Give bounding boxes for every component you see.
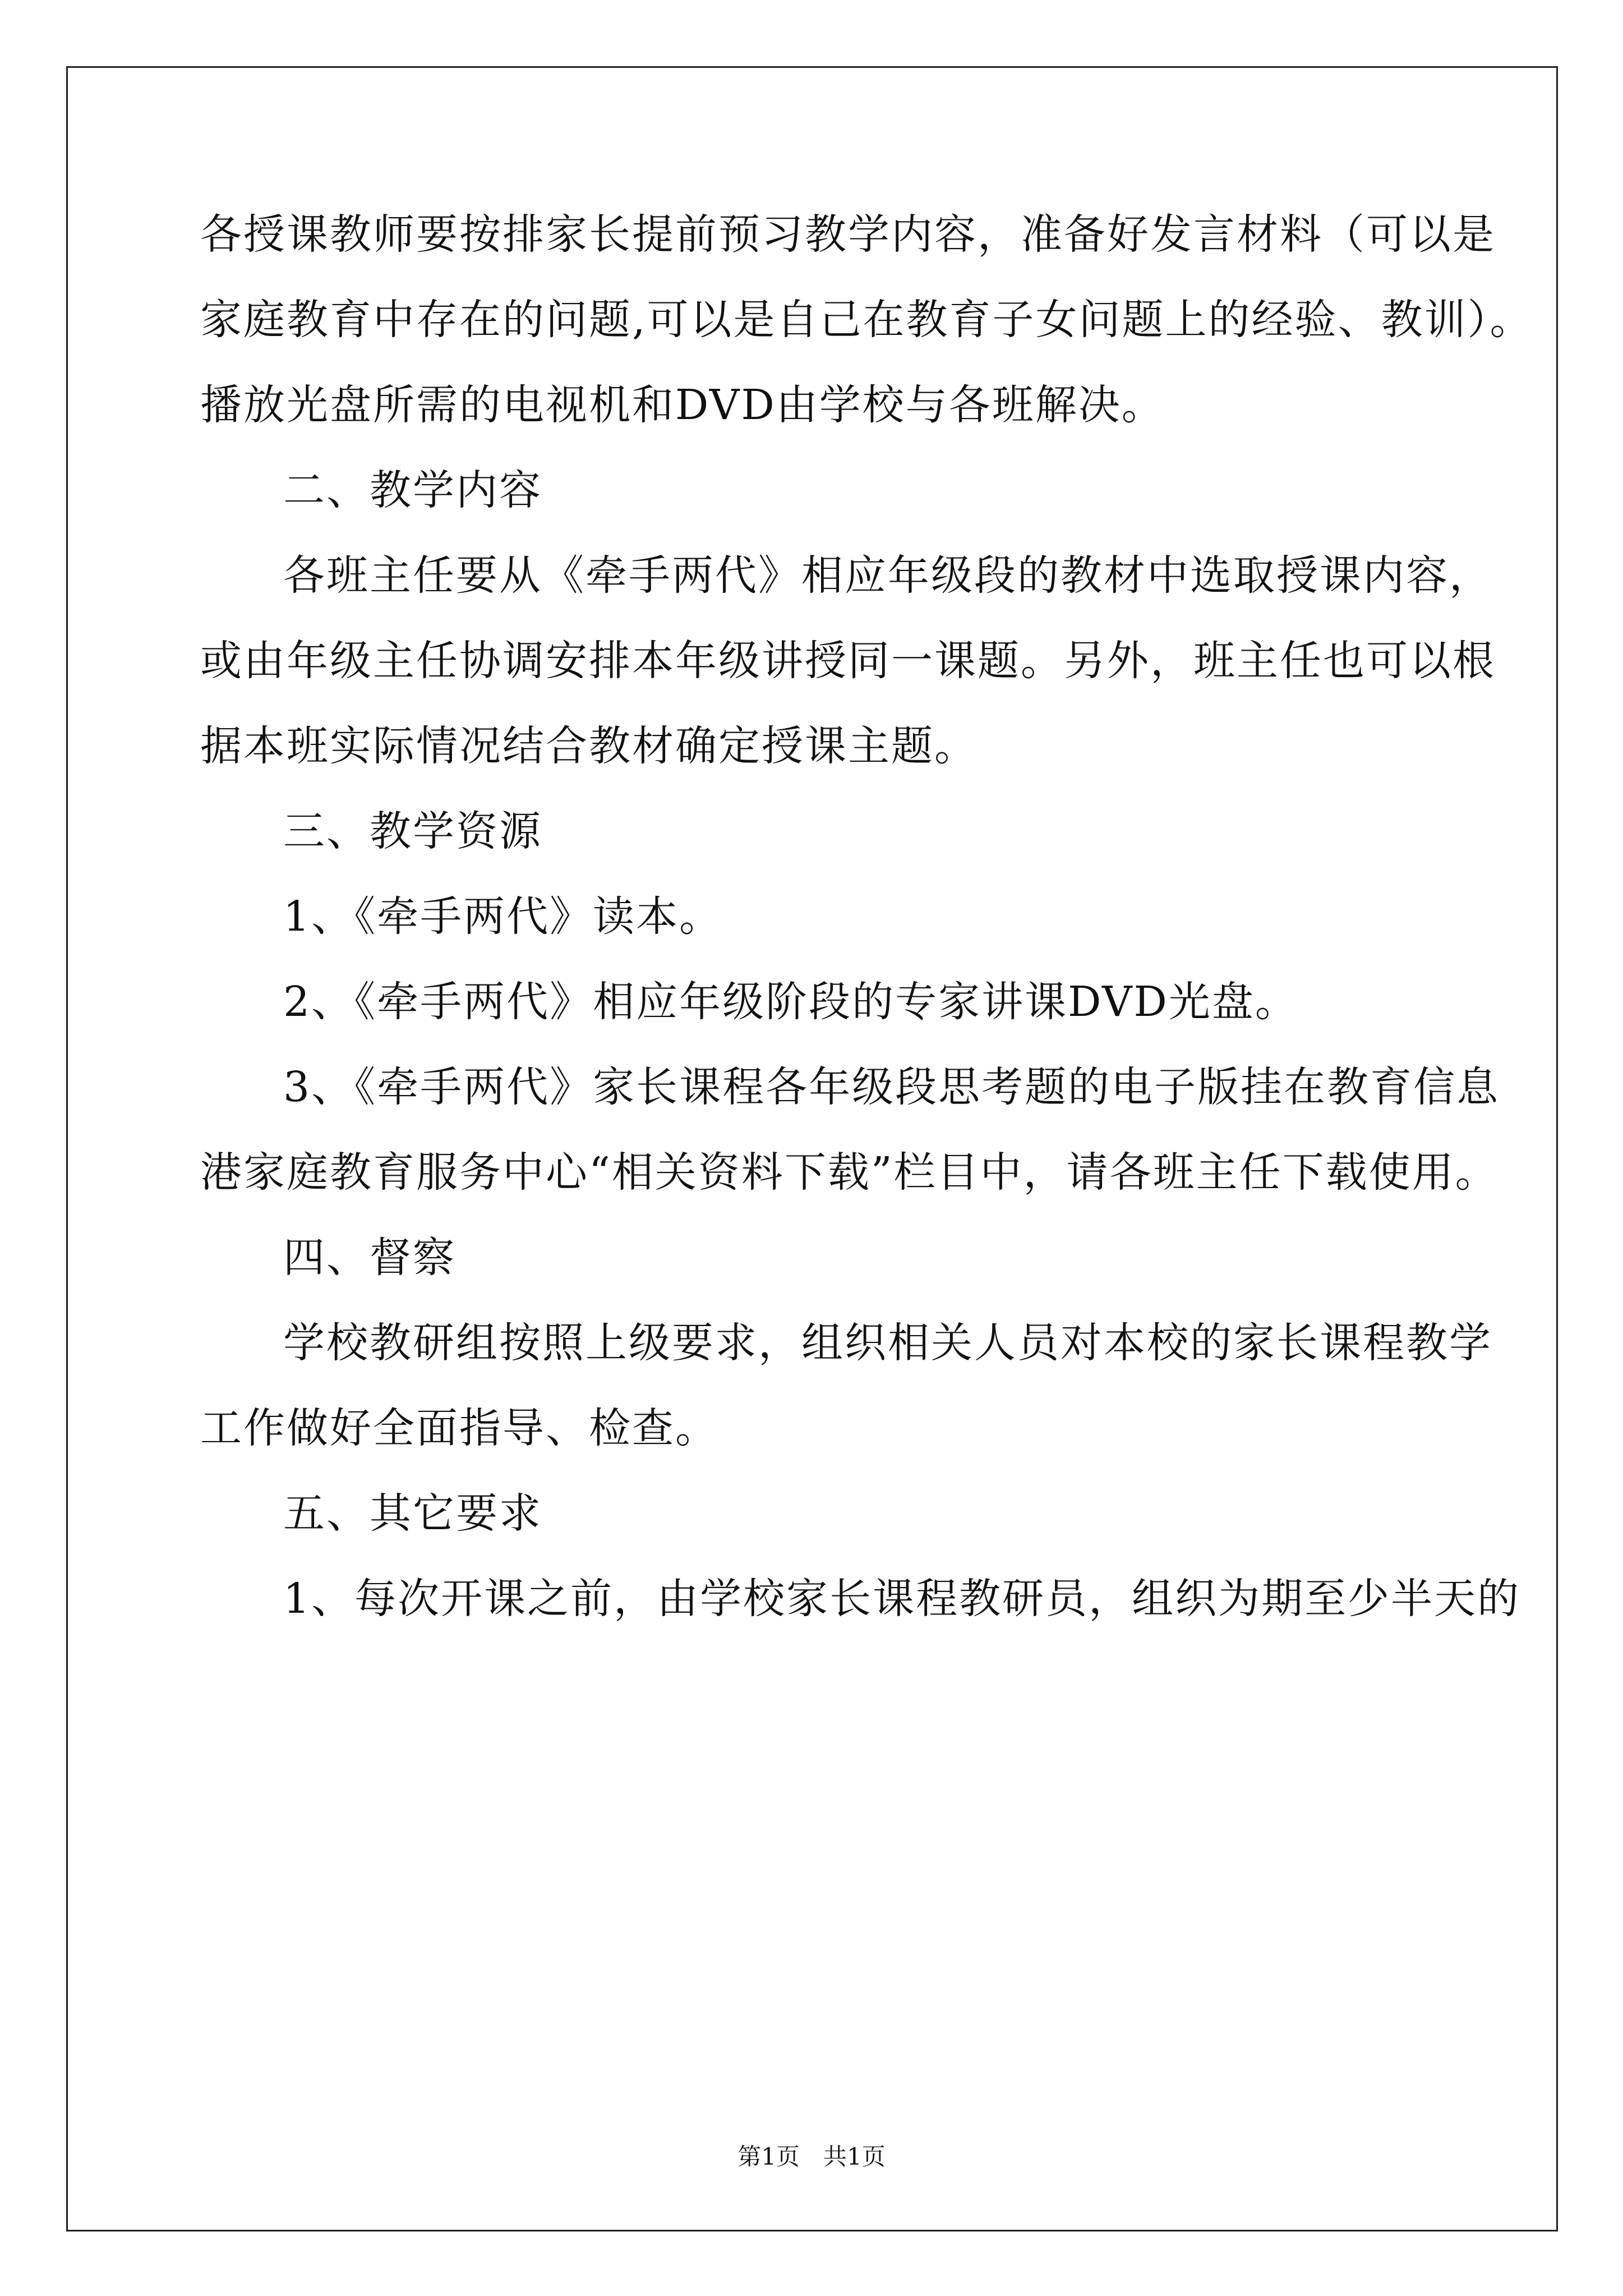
text-line: 或由年级主任协调安排本年级讲授同一课题。另外，班主任也可以根 [200,637,1496,685]
section-heading: 三、教学资源 [283,807,542,855]
text-line: 学校教研组按照上级要求，组织相关人员对本校的家长课程教学 [283,1319,1492,1367]
text-line: 工作做好全面指导、检查。 [200,1404,718,1452]
text-line: 各班主任要从《牵手两代》相应年级段的教材中选取授课内容， [283,551,1492,600]
list-item: 1、每次开课之前，由学校家长课程教研员，组织为期至少半天的 [283,1575,1521,1623]
text-line: 家庭教育中存在的问题,可以是自己在教育子女问题上的经验、教训）。 [200,296,1533,344]
text-line: 各授课教师要按排家长提前预习教学内容，准备好发言材料（可以是 [200,210,1496,259]
section-heading: 二、教学内容 [283,466,542,514]
section-heading: 四、督察 [283,1234,456,1282]
text-line: 港家庭教育服务中心“相关资料下载”栏目中，请各班主任下载使用。 [200,1148,1498,1197]
list-item: 2、《牵手两代》相应年级阶段的专家讲课DVD光盘。 [283,978,1298,1026]
list-item: 1、《牵手两代》读本。 [283,892,723,941]
list-item: 3、《牵手两代》家长课程各年级段思考题的电子版挂在教育信息 [283,1063,1500,1111]
text-line: 播放光盘所需的电视机和DVD由学校与各班解决。 [200,381,1165,429]
page-number-footer: 第1页 共1页 [737,2143,886,2170]
section-heading: 五、其它要求 [283,1489,542,1538]
text-line: 据本班实际情况结合教材确定授课主题。 [200,722,978,770]
